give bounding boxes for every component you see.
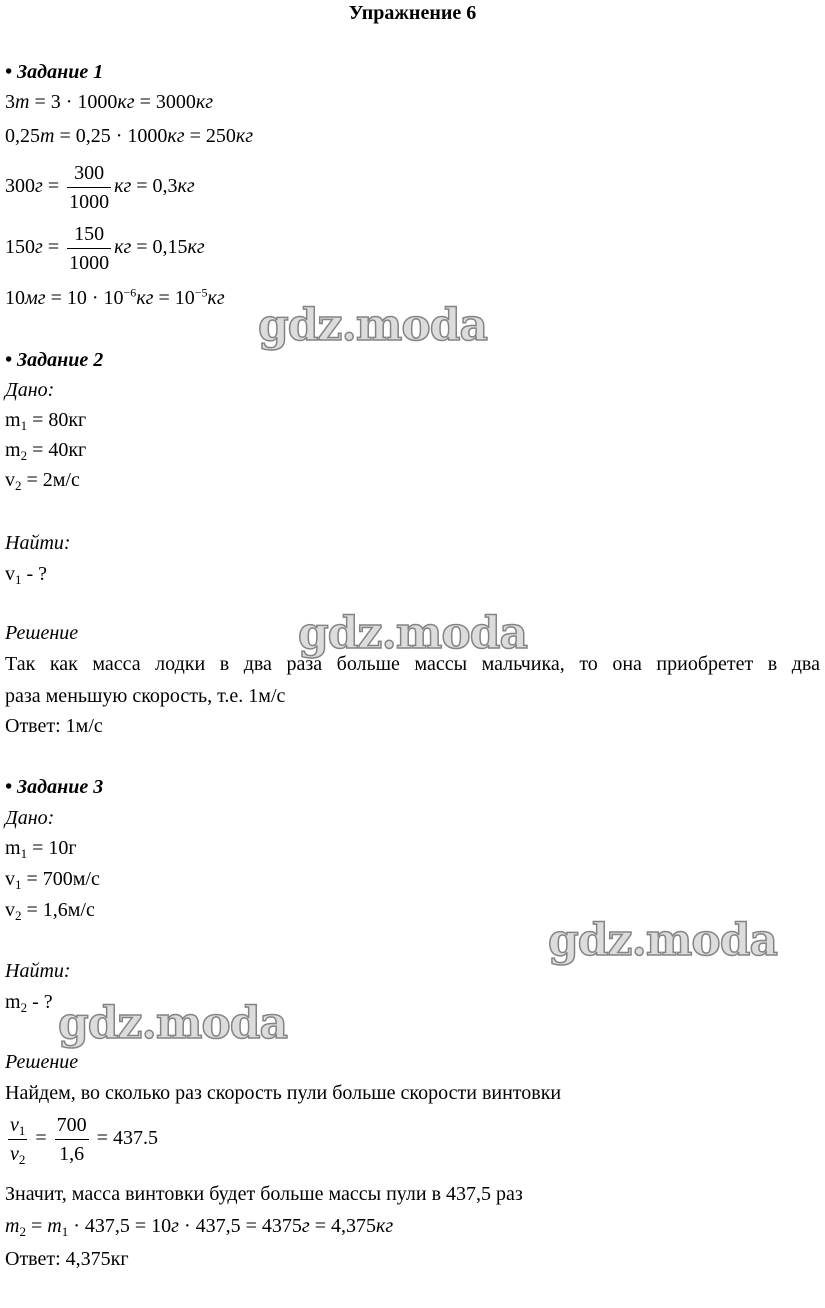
task3-ratio: $\frac{v_1}{v_2}$ = $\frac{700}{1,6}$ = 437.5	[5, 1108, 158, 1168]
task2-given-v2: $v_2 = 2м/с$	[5, 469, 80, 493]
task1-line4: 150г = $\frac{150}{1000}$ кг = 0,15кг	[5, 217, 205, 277]
fraction: $\frac{v_1}{v_2}$	[8, 1111, 27, 1168]
task3-find-label: Найти:	[5, 960, 71, 982]
task3-given-v2: $v_2 = 1,6м/с$	[5, 899, 95, 923]
task3-solution-text-1: Найдем, во сколько раз скорость пули больше скорости винтовки	[5, 1082, 562, 1104]
task2-solution-text: Так как масса лодки в два раза больше массы мальчика, то она приобретет в два	[5, 653, 820, 675]
task3-given-label: Дано:	[5, 807, 55, 829]
task1-line5: $10мг = 10 \cdot 10^{-6}кг = 10^{-5}кг$	[5, 285, 225, 309]
page-title: Упражнение 6	[348, 2, 477, 24]
task3-solution-text-2: Значит, масса винтовки будет больше массы пули в 437,5 раз	[5, 1183, 523, 1205]
task3-answer: Ответ: 4,375кг	[5, 1248, 129, 1270]
task3-calc: $m_2 = m_1 \cdot 437,5 = 10г \cdot 437,5 = 4375г = 4,375кг$	[5, 1215, 394, 1239]
watermark: gdz.moda	[58, 998, 288, 1049]
watermark: gdz.moda	[548, 915, 778, 966]
watermark: gdz.moda	[258, 300, 488, 351]
fraction: $\frac{150}{1000}$	[67, 220, 111, 277]
task3-given-v1: $v_1 = 700м/с$	[5, 868, 100, 892]
task2-given-m1: $m_1 = 80кг$	[5, 409, 87, 433]
task1-line1: 3m = 3 · 1000кг = 3000кг	[5, 91, 214, 113]
task3-given-m1: $m_1 = 10г$	[5, 837, 77, 861]
task2-find: $v_1$ - ?	[5, 563, 48, 587]
watermark: gdz.moda	[298, 608, 528, 659]
fraction: $\frac{700}{1,6}$	[55, 1111, 89, 1168]
task1-line3: 300г = $\frac{300}{1000}$ кг = 0,3кг	[5, 156, 195, 216]
task3-heading: • Задание 3	[5, 776, 104, 798]
task2-given-m2: $m_2 = 40кг$	[5, 439, 87, 463]
task1-heading: • Задание 1	[5, 61, 104, 83]
task2-answer: Ответ: 1м/с	[5, 715, 103, 737]
fraction: $\frac{300}{1000}$	[67, 159, 111, 216]
task2-heading: • Задание 2	[5, 349, 104, 371]
task2-find-label: Найти:	[5, 532, 71, 554]
task3-find: $m_2$ - ?	[5, 991, 53, 1015]
task2-solution-text-2: раза меньшую скорость, т.е. 1м/с	[5, 685, 286, 707]
task2-given-label: Дано:	[5, 379, 55, 401]
task3-solution-label: Решение	[5, 1051, 79, 1073]
task1-line2: 0,25m = 0,25 · 1000кг = 250кг	[5, 125, 254, 147]
task2-solution-label: Решение	[5, 622, 79, 644]
